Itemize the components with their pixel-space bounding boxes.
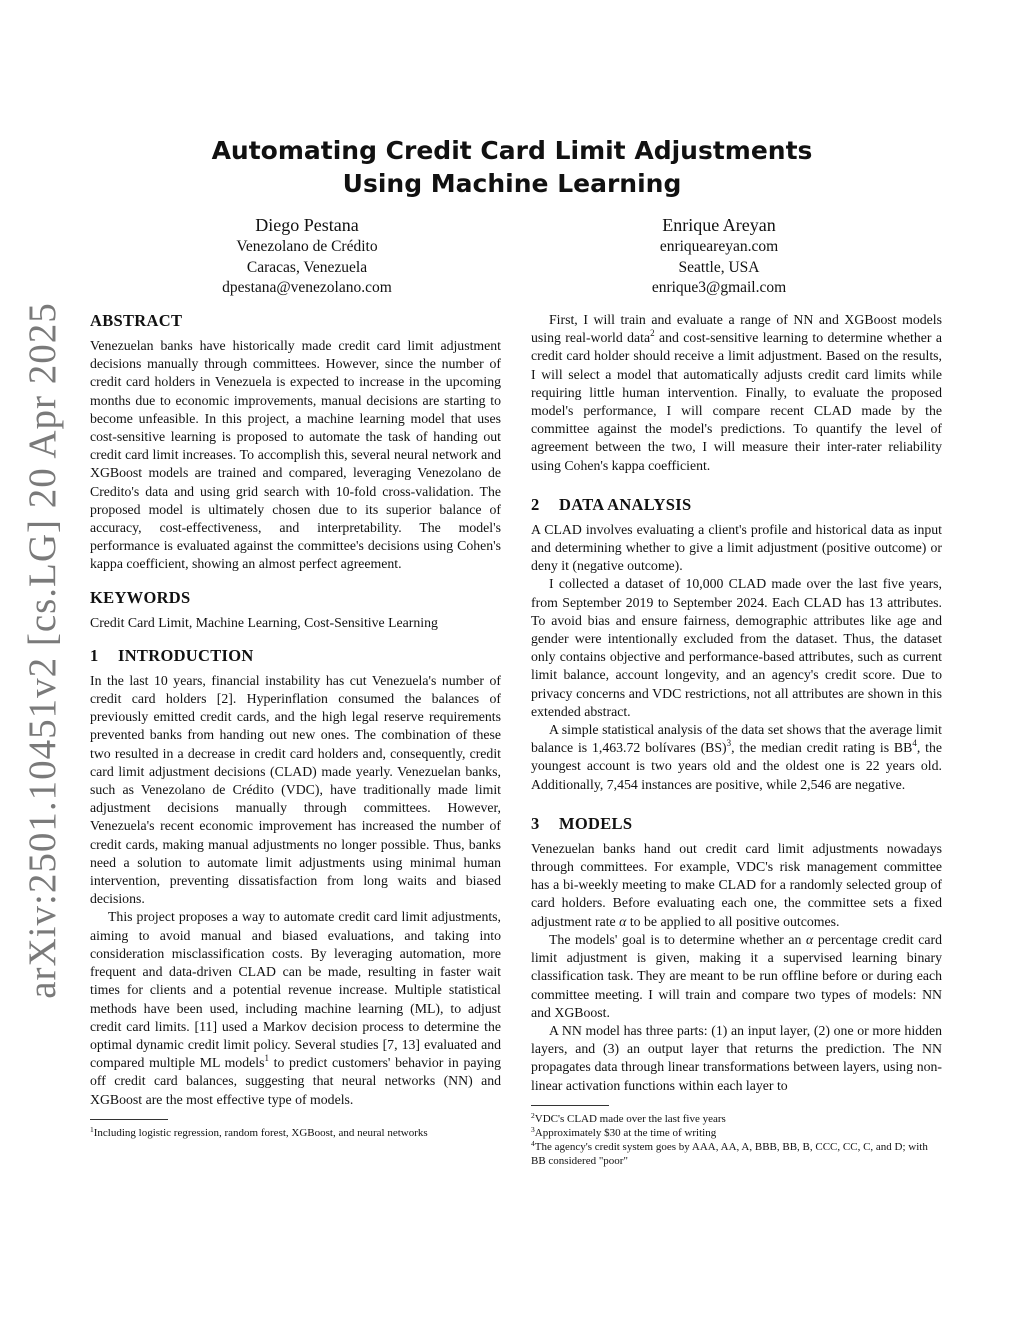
arxiv-stamp	[10, 301, 74, 999]
footnote-marker[interactable]: 4	[912, 738, 917, 749]
section-number: 1	[90, 645, 99, 665]
models-paragraph-1	[531, 840, 942, 931]
paragraph-text: This project proposes a way to automate credit card limit adjustments, aiming to avoid manual and biased evaluations, and taking into consideration misclassification costs. By leveraging automation, more frequent and data-driven CLAD can be made, resulting in faster wait times for clients and a potential revenue increase. Multiple statistical methods have been used, including machine learning (ML), to adjust credit card limits. [11] used a Markov decision process to determine the optimal dynamic credit limit policy. Several studies [7, 13] evaluated and compared multiple ML models	[90, 909, 501, 1071]
footnote-text: The agency's credit system goes by AAA, AA, A, BBB, BB, B, CCC, CC, C, and D; with BB considered "poor"	[531, 1140, 928, 1167]
footnote-rule	[531, 1105, 609, 1106]
footnote-text: Including logistic regression, random forest, XGBoost, and neural networks	[93, 1126, 428, 1139]
paragraph-text: The models' goal is to determine whether an	[549, 931, 802, 947]
author-affiliation[interactable]: enriqueareyan.com	[659, 238, 779, 255]
footnote-marker[interactable]: 2	[650, 328, 655, 339]
models-heading	[531, 814, 942, 834]
footnote-mark: 1	[90, 1124, 94, 1134]
introduction-paragraph-2	[90, 908, 501, 1108]
footnote	[531, 1140, 942, 1168]
author-email[interactable]: dpestana@venezolano.com	[222, 279, 392, 296]
arxiv-identifier: arXiv:2501.10451v2 [cs.LG] 20 Apr 2025	[20, 301, 64, 999]
footnote-marker[interactable]: 3	[726, 738, 732, 749]
footnote	[531, 1112, 942, 1126]
data-analysis-paragraph-2: I collected a dataset of 10,000 CLAD made over the last five years, from September 2019 to September 2024. Each CLAD has 13 attributes. To avoid bias and ensure fairness, demographic attributes like age and gender were intentionally excluded from the dataset. Thus, the dataset only contains objective and performance-based attributes, such as current limit balance, account longevity, and an agency's credit score. Due to privacy concerns and VDC restrictions, not all attributes are shown in this extended abstract.	[531, 576, 942, 719]
author-block-2	[554, 213, 884, 299]
paragraph-text: , the youngest account is two years old and the oldest one is 22 years old. Additionally, 7,454 instances are positive, while 2,546 are negative.	[531, 740, 942, 792]
paragraph-text-tail: to predict customers' behavior in paying off credit card balances, suggesting that neural networks (NN) and XGBoost are the most effective type of models.	[90, 1055, 501, 1107]
section-title: DATA ANALYSIS	[559, 494, 692, 514]
footnote-mark: 4	[531, 1138, 535, 1148]
models-paragraph-2	[531, 931, 942, 1022]
section-title: INTRODUCTION	[118, 645, 254, 665]
alpha-symbol: α	[619, 913, 627, 929]
paper-title	[140, 134, 884, 200]
title-line-2: Using Machine Learning	[342, 169, 682, 198]
paragraph-text: Venezuelan banks hand out credit card limit adjustments nowadays through committees. For example, VDC's risk management committee has a bi-weekly meeting to make CLAD for a randomly selected group of card holders. Before evaluating each one, the committee sets a fixed adjustment rate	[531, 840, 942, 929]
title-line-1: Automating Credit Card Limit Adjustments	[211, 136, 813, 165]
footnote-marker[interactable]: 1	[264, 1053, 269, 1064]
author-location: Seattle, USA	[678, 258, 760, 276]
section-title: MODELS	[559, 813, 633, 833]
models-paragraph-3: A NN model has three parts: (1) an input layer, (2) one or more hidden layers, and (3) an output layer that returns the prediction. The NN propagates data through linear transformations between layers, using non-linear activation functions within each layer to	[531, 1022, 942, 1093]
alpha-symbol: α	[806, 931, 814, 947]
footnote-rule	[90, 1119, 168, 1120]
footnote-mark: 3	[531, 1124, 535, 1134]
section-number: 2	[531, 494, 540, 514]
footnote-text: VDC's CLAD made over the last five years	[534, 1112, 726, 1125]
paragraph-text-tail: percentage credit card limit adjustment is given, making it a supervised learning binary classification task. They are meant to be run offline before or during each committee meeting. I will train and compare two types of models: NN and XGBoost.	[531, 931, 942, 1020]
footnote-mark: 2	[531, 1110, 535, 1120]
footnote	[90, 1126, 501, 1140]
abstract-heading: ABSTRACT	[90, 311, 183, 330]
introduction-heading	[90, 646, 501, 666]
author-name: Diego Pestana	[255, 215, 359, 235]
data-analysis-paragraph-1: A CLAD involves evaluating a client's profile and historical data as input and determining whether to give a limit adjustment (positive outcome) or deny it (negative outcome).	[531, 521, 942, 574]
author-affiliation: Venezolano de Crédito	[236, 238, 378, 255]
paragraph-text: , the median credit rating is BB	[731, 740, 913, 756]
footnote-text: Approximately $30 at the time of writing	[534, 1126, 717, 1139]
plan-paragraph	[531, 311, 942, 475]
paragraph-text: A simple statistical analysis of the data set shows that the average limit balance is 1,463.72 bolívares (BS)	[531, 722, 942, 756]
paragraph-text-tail: and cost-sensitive learning to determine whether a credit card holder should receive a limit adjustment. Based on the results, I will select a model that automatically adjusts credit card limits while requiring little human intervention. Finally, to evaluate the proposed model's performance, I will compare recent CLAD made by the committee against the model's predictions. To quantify the level of agreement between the two, I will measure their inter-rater reliability using Cohen's kappa coefficient.	[531, 330, 942, 473]
paragraph-text: First, I will train and evaluate a range of NN and XGBoost models using real-world data	[531, 312, 942, 346]
author-block-1	[142, 213, 472, 299]
keywords-heading: KEYWORDS	[90, 587, 191, 607]
author-location: Caracas, Venezuela	[246, 258, 368, 276]
section-number: 3	[531, 813, 540, 833]
abstract-text: Venezuelan banks have historically made credit card limit adjustment decisions manually through committees. However, since the number of credit card holders in Venezuela is expected to increase in the upcoming months due to economic improvements, manual decisions are starting to become unfeasible. In this project, a machine learning model that uses cost-sensitive learning is proposed to automate the task of handing out credit card limit increases. To accomplish this, several neural network and XGBoost models are trained and compared, leveraging Venezolano de Credito's data and using grid search with 10-fold cross-validation. The proposed model is ultimately chosen due to its superior balance of accuracy, cost-effectiveness, and interpretability. The model's performance is evaluated against the committee's decisions using Cohen's kappa coefficient, showing an almost perfect agreement.	[90, 338, 501, 572]
footnote	[531, 1126, 942, 1140]
introduction-paragraph-1: In the last 10 years, financial instability has cut Venezuela's number of credit card holders [2]. Hyperinflation consumed the balances of previously emitted credit cards, and the high legal reserve requirements prevented banks from handing out new ones. The combination of these two resulted in a decrease in credit card holders and, consequently, credit card limit adjustment decisions (CLAD) made yearly. Venezuelan banks, such as Venezolano de Crédito (VDC), have traditionally made limit adjustment decisions manually through committees. However, Venezuela's recent economic improvement has increased the number of credit cards, making manual adjustments no longer possible. Thus, banks need a solution to automate limit adjustments using minimal human intervention, preventing dissatisfaction from long waits and biased decisions.	[90, 672, 501, 907]
right-column	[531, 311, 942, 1168]
paragraph-text-tail: to be applied to all positive outcomes.	[626, 913, 840, 929]
author-name: Enrique Areyan	[662, 215, 776, 235]
data-analysis-heading	[531, 495, 942, 515]
data-analysis-paragraph-3	[531, 721, 942, 794]
author-email[interactable]: enrique3@gmail.com	[651, 279, 787, 296]
left-column	[90, 311, 501, 1140]
keywords-text: Credit Card Limit, Machine Learning, Cost-Sensitive Learning	[90, 614, 438, 630]
